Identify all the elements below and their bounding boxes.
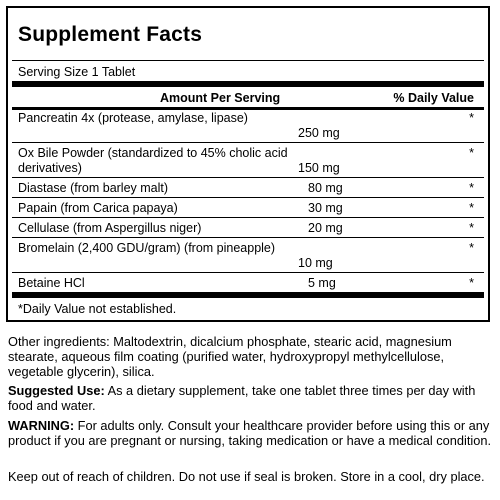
warning-text: For adults only. Consult your healthcare provider before using this or any product if you are pregnant or nursing, taking medication or have a medical condition. — [8, 418, 492, 448]
row-name-ox-bile: Ox Bile Powder (standardized to 45% cholic acid — [18, 146, 288, 160]
row-divider — [12, 272, 484, 273]
other-ingredients: Other ingredients: Maltodextrin, dicalcium phosphate, stearic acid, magnesium stearate, aqueous film coating (purified water, hydroxypropyl methylcellulose, vegetable glycerin), silica. — [8, 334, 452, 379]
suggested-use-label: Suggested Use: — [8, 383, 105, 398]
row-divider — [12, 142, 484, 143]
row-divider — [12, 217, 484, 218]
row-name-bromelain: Bromelain (2,400 GDU/gram) (from pineapple) — [18, 241, 276, 255]
row-divider — [12, 197, 484, 198]
row-dv-ox-bile: * — [469, 146, 474, 160]
row-name-pancreatin: Pancreatin 4x (protease, amylase, lipase) — [18, 111, 248, 125]
warning — [8, 418, 494, 448]
row-name-cellulase: Cellulase (from Aspergillus niger) — [18, 221, 202, 235]
row-amount-pancreatin: 250 mg — [298, 126, 340, 140]
row-amount-bromelain: 10 mg — [298, 256, 333, 270]
daily-value-footnote: *Daily Value not established. — [18, 302, 177, 316]
serving-size: Serving Size 1 Tablet — [18, 65, 136, 79]
row-amount-diastase: 80 mg — [308, 181, 343, 195]
row-dv-cellulase: * — [469, 221, 474, 235]
divider-header — [12, 107, 484, 110]
header-daily-value: % Daily Value — [393, 91, 474, 105]
row-name-papain: Papain (from Carica papaya) — [18, 201, 178, 215]
row-amount-betaine: 5 mg — [308, 276, 336, 290]
suggested-use — [8, 383, 494, 413]
supplement-facts-panel — [6, 6, 490, 322]
row-dv-pancreatin: * — [469, 111, 474, 125]
row-divider — [12, 237, 484, 238]
storage-instructions: Keep out of reach of children. Do not use if seal is broken. Store in a cool, dry place. — [8, 469, 485, 484]
row-name-betaine: Betaine HCl — [18, 276, 85, 290]
suggested-use-text: As a dietary supplement, take one tablet three times per day with food and water. — [8, 383, 476, 413]
divider-thick — [12, 292, 484, 298]
divider-thick — [12, 81, 484, 87]
row-amount-cellulase: 20 mg — [308, 221, 343, 235]
row-name-diastase: Diastase (from barley malt) — [18, 181, 169, 195]
divider — [12, 60, 484, 61]
row-dv-bromelain: * — [469, 241, 474, 255]
row-name-ox-bile-cont: derivatives) — [18, 161, 82, 175]
panel-title: Supplement Facts — [18, 23, 203, 46]
row-amount-papain: 30 mg — [308, 201, 343, 215]
row-amount-ox-bile: 150 mg — [298, 161, 340, 175]
warning-label: WARNING: — [8, 418, 75, 433]
row-dv-betaine: * — [469, 276, 474, 290]
row-dv-diastase: * — [469, 181, 474, 195]
row-divider — [12, 177, 484, 178]
header-amount-per-serving: Amount Per Serving — [160, 91, 281, 105]
row-dv-papain: * — [469, 201, 474, 215]
